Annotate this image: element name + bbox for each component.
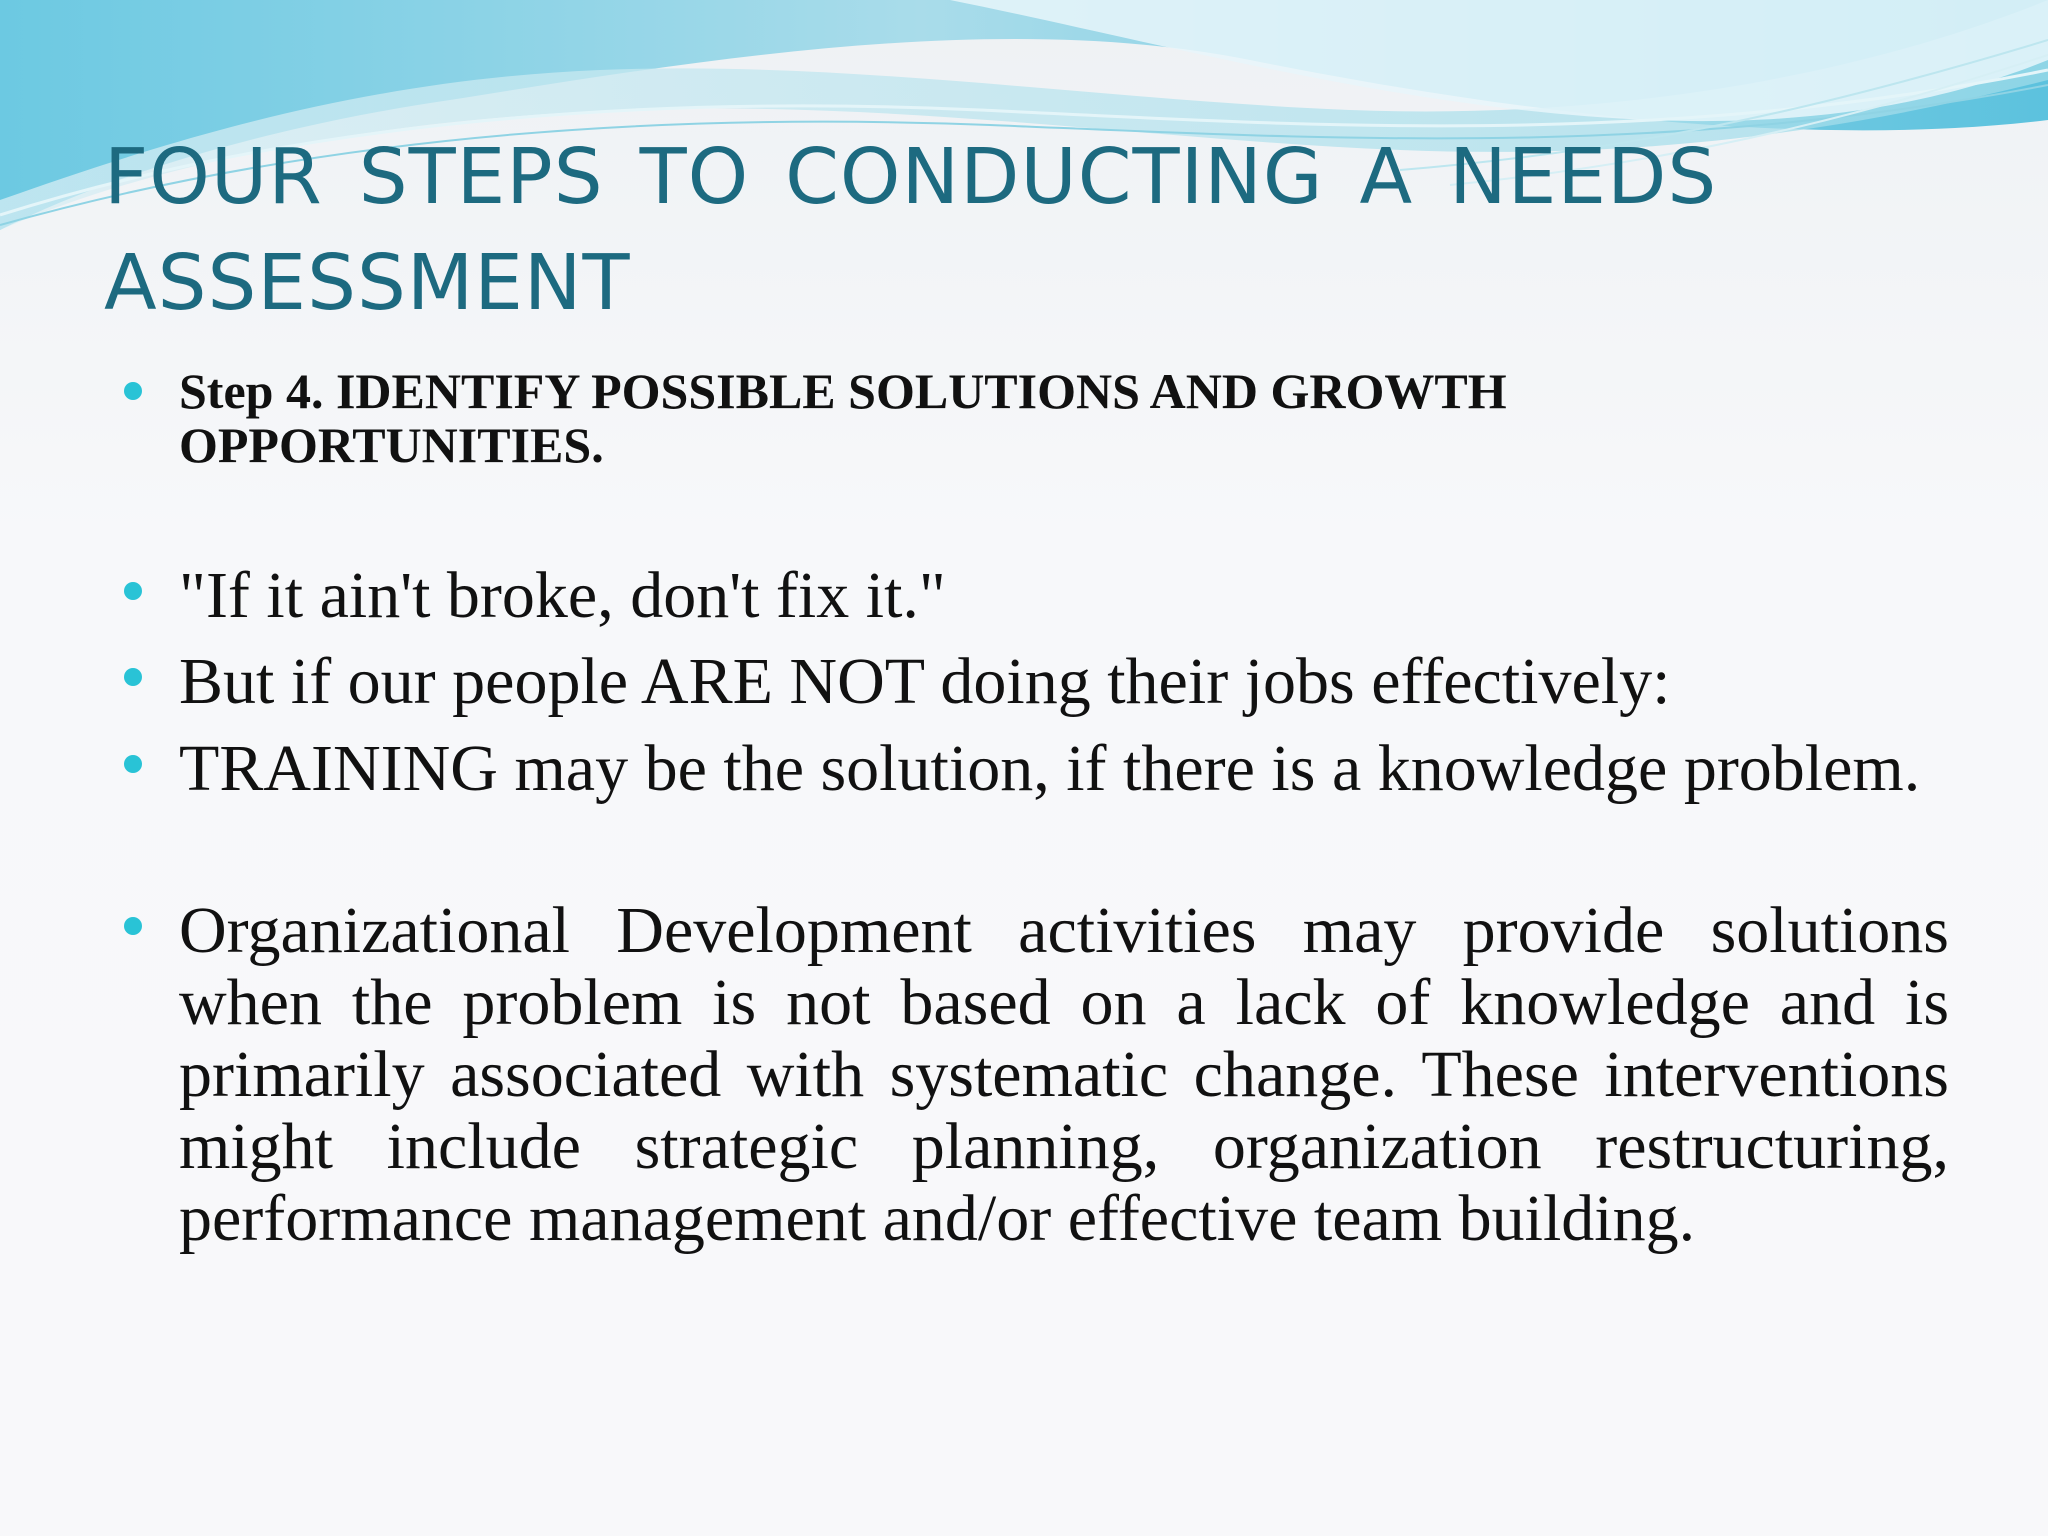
- step-title: IDENTIFY POSSIBLE SOLUTIONS AND GROWTH OPPORTUNITIES.: [179, 363, 1507, 473]
- bullet-text: But if our people ARE NOT doing their jobs effectively:: [179, 645, 1671, 718]
- step-heading: [179, 364, 1799, 472]
- bullet-dot-icon: [124, 755, 142, 773]
- slide-title: four steps to conducting a needs assessment: [104, 101, 1718, 335]
- bullet-dot-icon: [124, 668, 142, 686]
- bullet-dot-icon: [124, 582, 142, 600]
- bullet-dot-icon: [124, 382, 142, 400]
- step-number: Step 4.: [179, 363, 324, 419]
- bullet-text: TRAINING may be the solution, if there is a knowledge problem.: [179, 732, 1921, 805]
- bullet-dot-icon: [124, 917, 142, 935]
- bullet-text: Organizational Development activities may provide solutions when the problem is not based on a lack of knowledge and is primarily associated with systematic change. These interventions might include strategic planning, organization restructuring, performance management and/or effective team building.: [179, 894, 1949, 1255]
- bullet-text: "If it ain't broke, don't fix it.": [179, 559, 946, 632]
